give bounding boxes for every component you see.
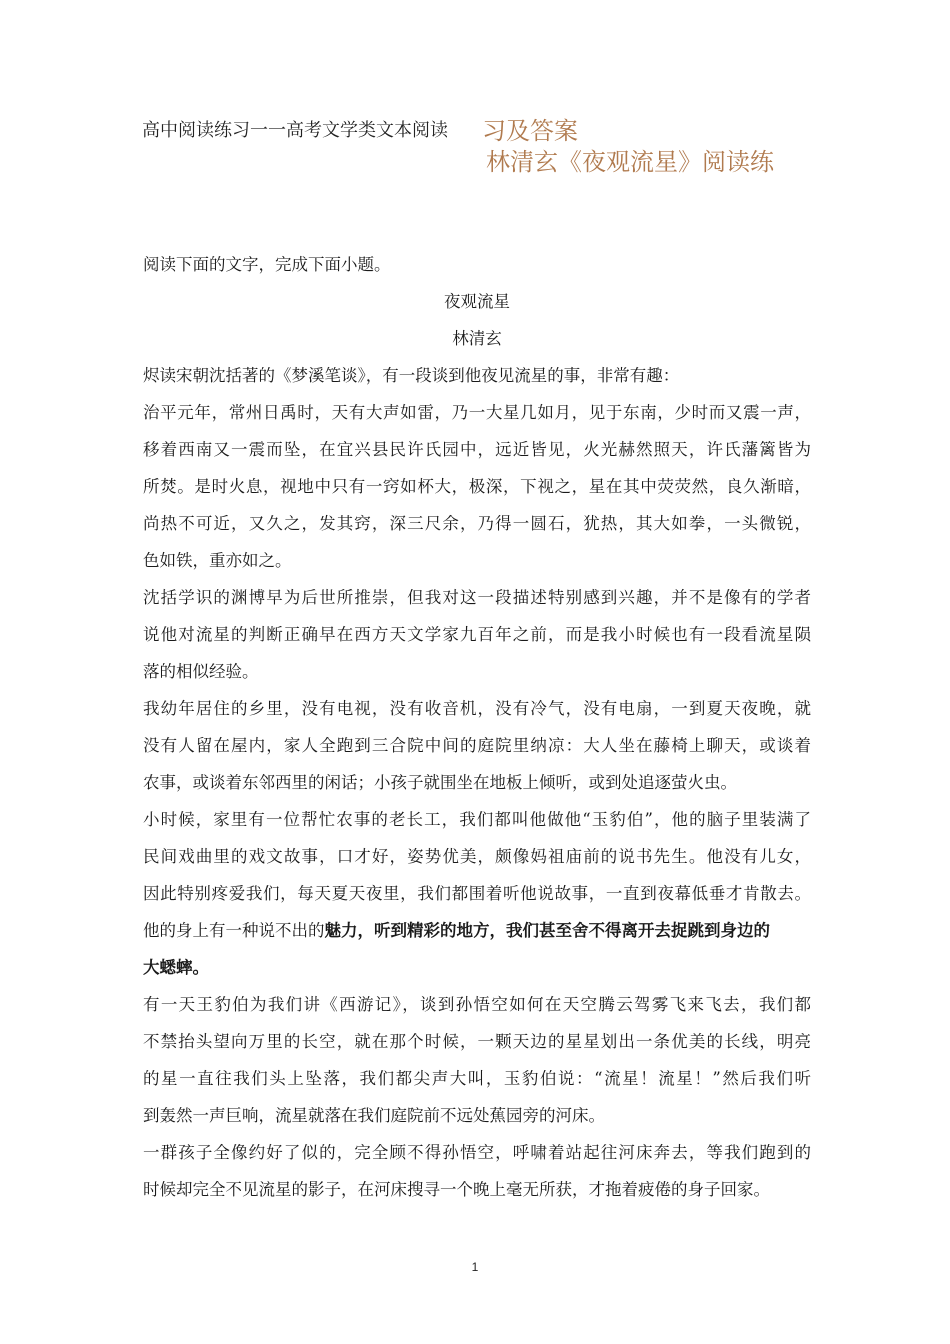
- paragraph-line: 所焚。是时火息，视地中只有一窍如杯大，极深，下视之，星在其中荧荧然，良久渐暗，: [143, 477, 811, 496]
- paragraph-line: 民间戏曲里的戏文故事，口才好，姿势优美，颇像妈祖庙前的说书先生。他没有儿女，: [143, 847, 811, 866]
- document-title: 高中阅读练习一一高考文学类文本阅读: [142, 120, 448, 141]
- paragraph-line: 落的相似经验。: [143, 662, 259, 681]
- title-overlay-line-2: 林清玄《夜观流星》阅读练: [486, 148, 774, 176]
- paragraph-line: 我幼年居住的乡里，没有电视，没有收音机，没有冷气，没有电扇，一到夏天夜晚，就: [143, 699, 811, 718]
- paragraph-line: 没有人留在屋内，家人全跑到三合院中间的庭院里纳凉：大人坐在藤椅上聊天，或谈着: [143, 736, 811, 755]
- document-body: [143, 246, 811, 1208]
- paragraph-line: 沈括学识的渊博早为后世所推崇，但我对这一段描述特别感到兴趣，并不是像有的学者: [143, 588, 811, 607]
- paragraph-line: 色如铁，重亦如之。: [143, 551, 292, 570]
- article-author: 林清玄: [452, 329, 502, 348]
- paragraph-line: 农事，或谈着东邻西里的闲话；小孩子就围坐在地板上倾听，或到处追逐萤火虫。: [143, 773, 737, 792]
- paragraph-line: 移着西南又一震而坠，在宜兴县民许氏园中，远近皆见，火光赫然照天，许氏藩篱皆为: [143, 440, 811, 459]
- instruction-text: 阅读下面的文字，完成下面小题。: [143, 255, 391, 274]
- bold-text: 魅力，听到精彩的地方，我们甚至舍不得离开去捉跳到身边的: [324, 921, 770, 940]
- paragraph-line: 到轰然一声巨响，流星就落在我们庭院前不远处蕉园旁的河床。: [143, 1106, 605, 1125]
- paragraph-line: 时候却完全不见流星的影子，在河床搜寻一个晚上毫无所获，才拖着疲倦的身子回家。: [143, 1180, 770, 1199]
- paragraph-text: 他的身上有一种说不出的: [143, 921, 325, 940]
- paragraph-line: 有一天王豹伯为我们讲《西游记》，谈到孙悟空如何在天空腾云驾雾飞来飞去，我们都: [143, 995, 811, 1014]
- paragraph-line: 小时候，家里有一位帮忙农事的老长工，我们都叫他做他“玉豹伯”，他的脑子里装满了: [143, 810, 811, 829]
- page-number: 1: [471, 1260, 479, 1274]
- paragraph-line-mixed: [143, 912, 811, 949]
- paragraph-line: 因此特别疼爱我们，每天夏天夜里，我们都围着听他说故事，一直到夜幕低垂才肯散去。: [143, 884, 811, 903]
- title-overlay-line-1: 习及答案: [482, 117, 578, 145]
- paragraph-line: 治平元年，常州日禹时，天有大声如雷，乃一大星几如月，见于东南，少时而又震一声，: [143, 403, 811, 422]
- article-title: 夜观流星: [444, 292, 510, 311]
- paragraph-line: 尚热不可近，又久之，发其窍，深三尺余，乃得一圆石，犹热，其大如拳，一头微锐，: [143, 514, 811, 533]
- paragraph-line: 烬读宋朝沈括著的《梦溪笔谈》，有一段谈到他夜见流星的事，非常有趣：: [143, 366, 680, 385]
- paragraph-line: 的星一直往我们头上坠落，我们都尖声大叫，玉豹伯说：“流星！流星！”然后我们听: [143, 1069, 811, 1088]
- paragraph-line: 大蟋蟀。: [143, 958, 209, 977]
- paragraph-line: 说他对流星的判断正确早在西方天文学家九百年之前，而是我小时候也有一段看流星陨: [143, 625, 811, 644]
- document-title-overlay: [482, 116, 842, 178]
- paragraph-line: 不禁抬头望向万里的长空，就在那个时候，一颗天边的星星划出一条优美的长线，明亮: [143, 1032, 811, 1051]
- paragraph-line: 一群孩子全像约好了似的，完全顾不得孙悟空，呼啸着站起往河床奔去，等我们跑到的: [143, 1143, 811, 1162]
